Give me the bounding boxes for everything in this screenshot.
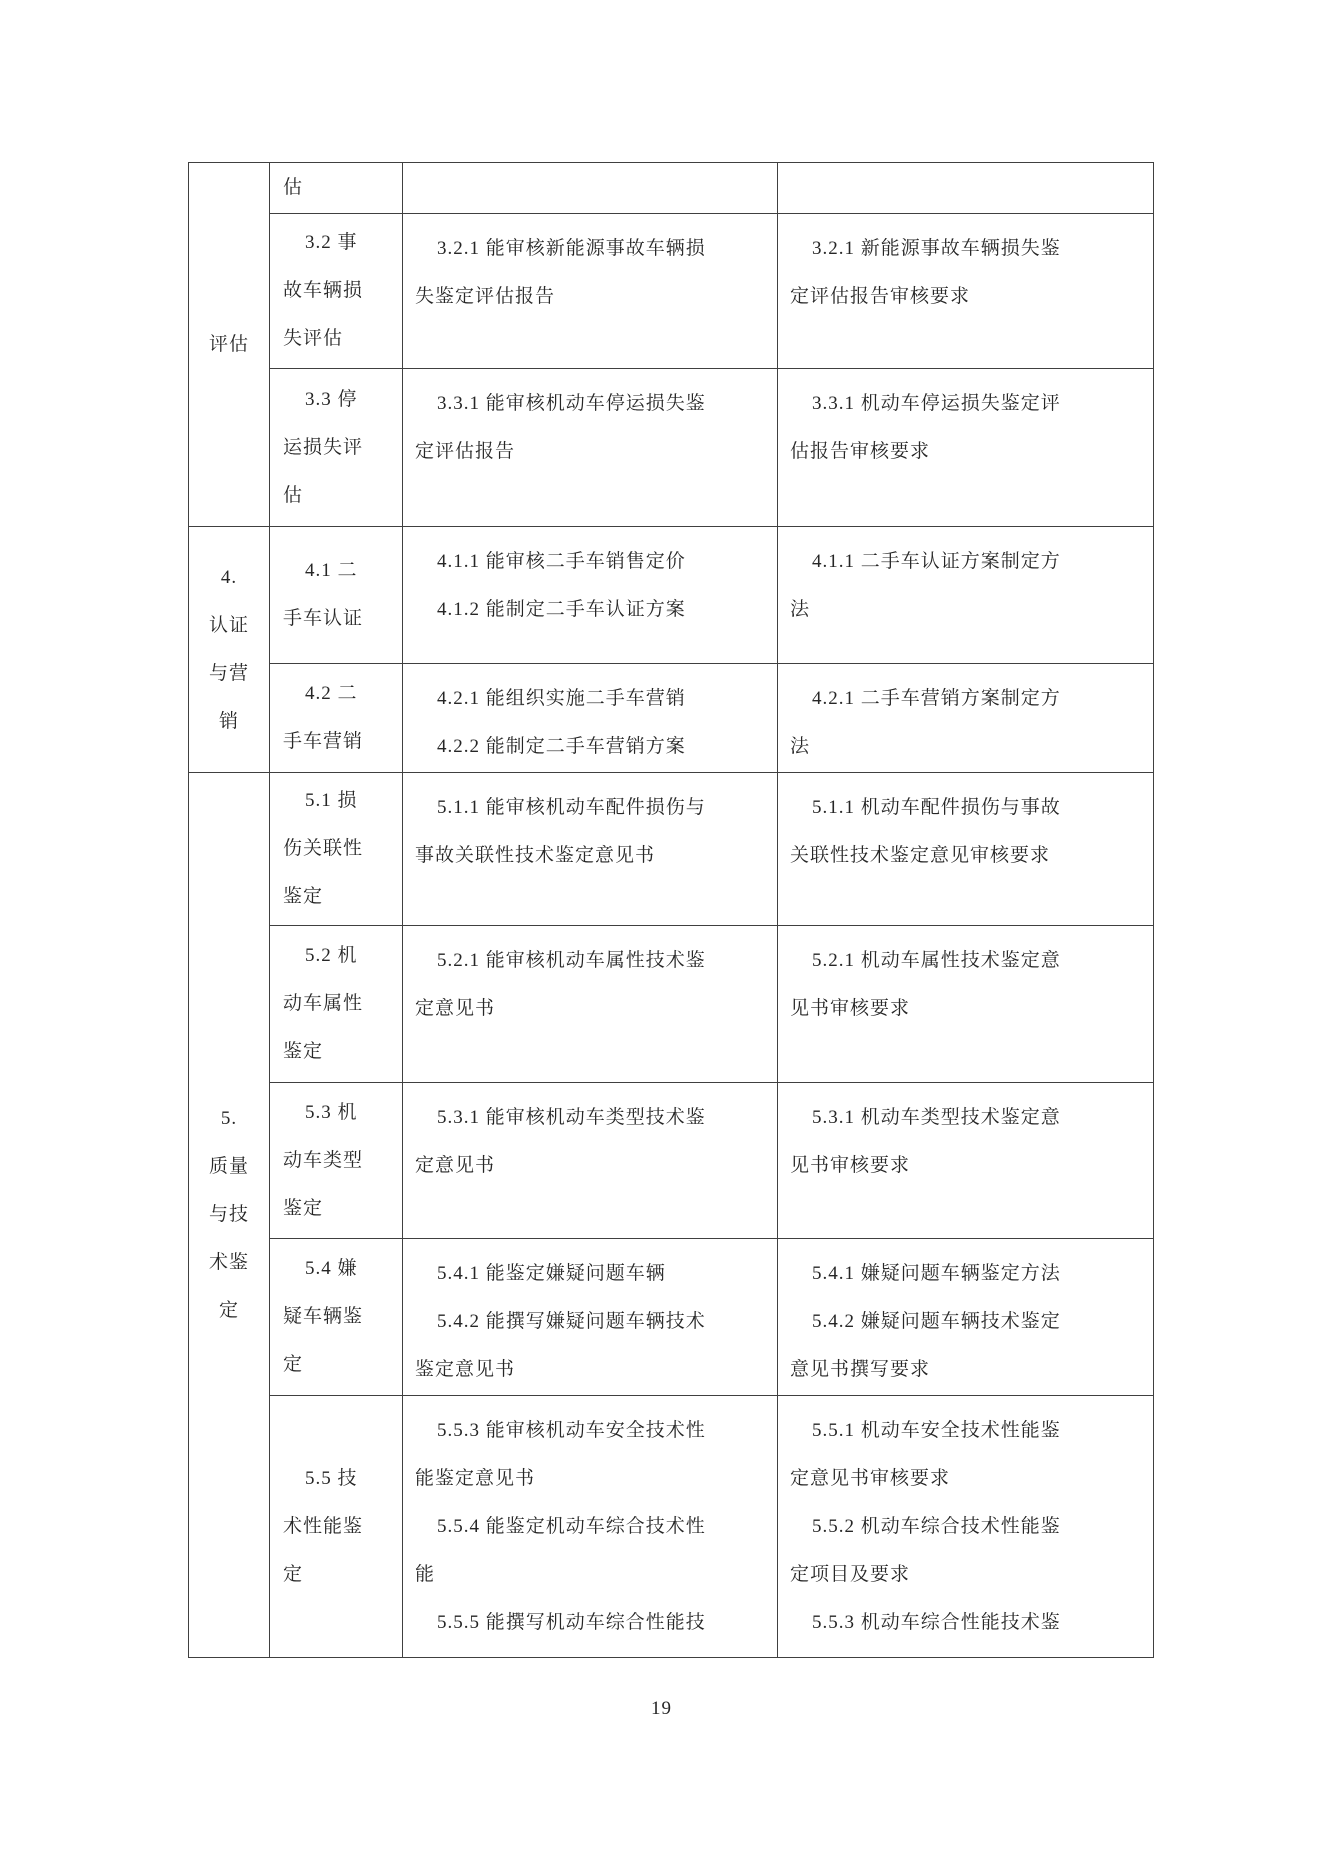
table-cell-r7-c2	[270, 926, 403, 1083]
table-cell-r5-c4	[778, 664, 1154, 773]
category-line: 5.	[220, 1108, 238, 1129]
table-cell-r1-c4	[778, 163, 1154, 214]
category-line: 销	[218, 710, 239, 732]
table-row	[189, 163, 1154, 214]
table-cell-r3-c3	[403, 369, 778, 527]
table-cell-r4-c4	[778, 527, 1154, 664]
cell-paragraph: 4.2.2 能制定二手车营销方案	[437, 736, 686, 757]
table-cell-r4-c2	[270, 527, 403, 664]
cell-paragraph: 4.2.1 二手车营销方案制定方 法	[790, 688, 1061, 757]
cell-paragraph: 5.3 机 动车类型 鉴定	[283, 1101, 364, 1219]
cell-paragraph: 4.1.2 能制定二手车认证方案	[437, 599, 686, 620]
table-row	[189, 1396, 1154, 1658]
cell-paragraph: 5.1.1 能审核机动车配件损伤与 事故关联性技术鉴定意见书	[415, 797, 706, 866]
cell-paragraph: 3.3 停 运损失评 估	[283, 388, 364, 506]
table-cell-r2-c2	[270, 214, 403, 369]
table-cell-r8-c4	[778, 1083, 1154, 1239]
table-cell-r2-c4	[778, 214, 1154, 369]
category-line: 4.	[220, 566, 238, 588]
table-cell-r1-c2	[270, 163, 403, 214]
cell-paragraph: 5.4.2 能撰写嫌疑问题车辆技术 鉴定意见书	[415, 1311, 706, 1380]
table-cell-r6-c3	[403, 773, 778, 926]
category-line: 与营	[208, 662, 249, 684]
cell-paragraph: 5.5.2 机动车综合技术性能鉴 定项目及要求	[790, 1516, 1061, 1585]
table-row	[189, 664, 1154, 773]
category-line: 与技	[208, 1204, 249, 1225]
table-row	[189, 773, 1154, 926]
cell-paragraph: 5.2.1 能审核机动车属性技术鉴 定意见书	[415, 950, 706, 1019]
cell-paragraph: 5.1.1 机动车配件损伤与事故 关联性技术鉴定意见审核要求	[790, 797, 1061, 866]
cell-paragraph: 5.3.1 机动车类型技术鉴定意 见书审核要求	[790, 1107, 1061, 1176]
cell-paragraph: 5.4.2 嫌疑问题车辆技术鉴定 意见书撰写要求	[790, 1311, 1061, 1380]
category-line: 定	[218, 1300, 239, 1321]
cell-paragraph: 5.5.3 能审核机动车安全技术性 能鉴定意见书	[415, 1420, 706, 1489]
cell-paragraph: 4.1.1 能审核二手车销售定价	[437, 551, 686, 572]
table-row	[189, 527, 1154, 664]
table-body	[189, 163, 1154, 1658]
table-cell-r6-c1	[189, 773, 270, 1658]
category-line: 质量	[208, 1156, 249, 1177]
cell-paragraph: 3.3.1 机动车停运损失鉴定评 估报告审核要求	[790, 393, 1061, 462]
table-cell-r9-c2	[270, 1239, 403, 1396]
table-cell-r5-c3	[403, 664, 778, 773]
table-cell-r10-c3	[403, 1396, 778, 1658]
table-cell-r9-c4	[778, 1239, 1154, 1396]
cell-paragraph: 5.5 技 术性能鉴 定	[283, 1467, 364, 1585]
table-row	[189, 369, 1154, 527]
table-cell-r6-c4	[778, 773, 1154, 926]
cell-paragraph: 5.2.1 机动车属性技术鉴定意 见书审核要求	[790, 950, 1061, 1019]
table-cell-r4-c3	[403, 527, 778, 664]
cell-paragraph: 估	[283, 177, 304, 198]
cell-paragraph: 5.4.1 能鉴定嫌疑问题车辆	[437, 1263, 666, 1284]
cell-paragraph: 5.5.4 能鉴定机动车综合技术性 能	[415, 1516, 706, 1585]
table-cell-r3-c4	[778, 369, 1154, 527]
qualification-skill-table	[188, 162, 1154, 1658]
cell-paragraph: 3.2.1 能审核新能源事故车辆损 失鉴定评估报告	[415, 238, 706, 307]
cell-paragraph: 5.2 机 动车属性 鉴定	[283, 945, 364, 1062]
table-row	[189, 926, 1154, 1083]
cell-paragraph: 5.3.1 能审核机动车类型技术鉴 定意见书	[415, 1107, 706, 1176]
cell-paragraph: 4.1 二 手车认证	[283, 560, 364, 629]
category-line: 术鉴	[208, 1252, 249, 1273]
table-cell-r5-c2	[270, 664, 403, 773]
table-cell-r7-c4	[778, 926, 1154, 1083]
table-row	[189, 1239, 1154, 1396]
page-number: 19	[651, 1698, 672, 1719]
cell-paragraph: 5.1 损 伤关联性 鉴定	[283, 790, 364, 907]
cell-paragraph: 3.2 事 故车辆损 失评估	[283, 232, 364, 349]
category-line: 评估	[208, 333, 249, 355]
cell-paragraph: 5.5.1 机动车安全技术性能鉴 定意见书审核要求	[790, 1420, 1061, 1489]
cell-paragraph: 3.2.1 新能源事故车辆损失鉴 定评估报告审核要求	[790, 238, 1061, 307]
table-cell-r1-c3	[403, 163, 778, 214]
table-cell-r9-c3	[403, 1239, 778, 1396]
cell-paragraph: 4.2 二 手车营销	[283, 683, 364, 752]
cell-paragraph: 4.2.1 能组织实施二手车营销	[437, 688, 686, 709]
table-cell-r4-c1	[189, 527, 270, 773]
table-cell-r8-c2	[270, 1083, 403, 1239]
cell-paragraph: 5.5.5 能撰写机动车综合性能技	[437, 1612, 706, 1633]
table-cell-r1-c1	[189, 163, 270, 527]
table-cell-r3-c2	[270, 369, 403, 527]
category-line: 认证	[208, 614, 249, 636]
table-cell-r10-c2	[270, 1396, 403, 1658]
table-cell-r2-c3	[403, 214, 778, 369]
cell-paragraph: 5.5.3 机动车综合性能技术鉴	[812, 1612, 1061, 1633]
table-cell-r10-c4	[778, 1396, 1154, 1658]
cell-paragraph: 5.4 嫌 疑车辆鉴 定	[283, 1258, 364, 1375]
cell-paragraph: 3.3.1 能审核机动车停运损失鉴 定评估报告	[415, 393, 706, 462]
table-row	[189, 214, 1154, 369]
cell-paragraph: 5.4.1 嫌疑问题车辆鉴定方法	[812, 1263, 1061, 1284]
table-row	[189, 1083, 1154, 1239]
cell-paragraph: 4.1.1 二手车认证方案制定方 法	[790, 551, 1061, 620]
table-cell-r8-c3	[403, 1083, 778, 1239]
table-cell-r7-c3	[403, 926, 778, 1083]
table-cell-r6-c2	[270, 773, 403, 926]
